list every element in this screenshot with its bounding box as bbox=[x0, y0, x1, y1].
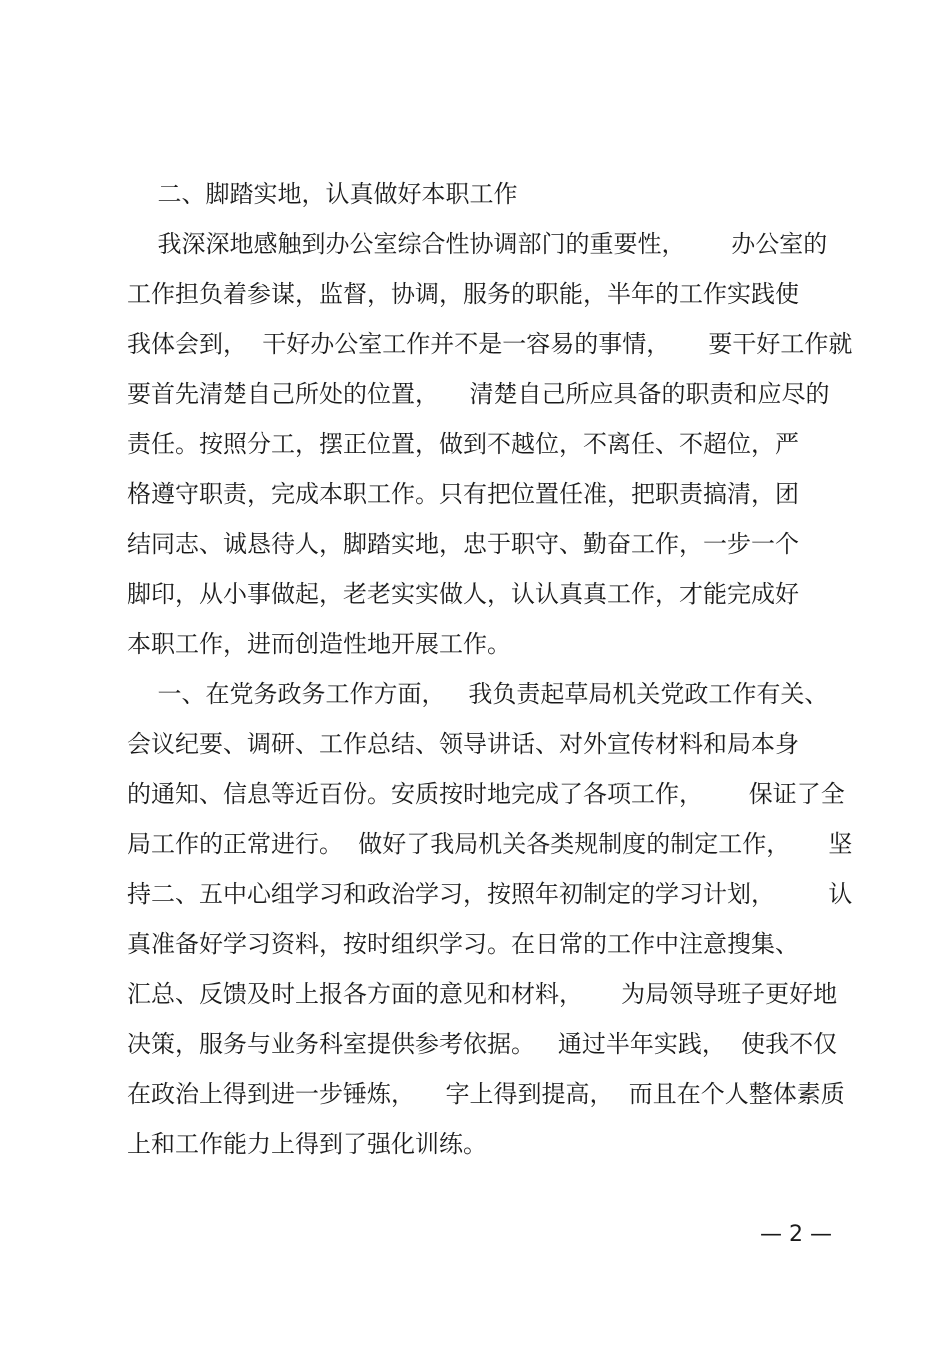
paragraph-line: 工作担负着参谋，监督，协调，服务的职能，半年的工作实践使 bbox=[127, 280, 799, 308]
paragraph-line: 我深深地感触到办公室综合性协调部门的重要性， 办公室的 bbox=[127, 230, 828, 258]
paragraph-line: 在政治上得到进一步锤炼， 字上得到提高， 而且在个人整体素质 bbox=[127, 1080, 845, 1108]
paragraph-line: 的通知、信息等近百份。安质按时地完成了各项工作， 保证了全 bbox=[127, 780, 845, 808]
page-number: — 2 — bbox=[760, 1222, 832, 1247]
paragraph-line: 局工作的正常进行。 做好了我局机关各类规制度的制定工作， 坚 bbox=[127, 830, 853, 858]
paragraph-line: 汇总、反馈及时上报各方面的意见和材料， 为局领导班子更好地 bbox=[127, 980, 838, 1008]
paragraph-line: 格遵守职责，完成本职工作。只有把位置任准，把职责搞清，团 bbox=[127, 480, 799, 508]
paragraph-line: 持二、五中心组学习和政治学习，按照年初制定的学习计划， 认 bbox=[127, 880, 853, 908]
section-heading: 二、脚踏实地，认真做好本职工作 bbox=[127, 180, 518, 208]
paragraph-line: 脚印，从小事做起，老老实实做人，认认真真工作，才能完成好 bbox=[127, 580, 799, 608]
paragraph-line: 要首先清楚自己所处的位置， 清楚自己所应具备的职责和应尽的 bbox=[127, 380, 830, 408]
paragraph-line: 上和工作能力上得到了强化训练。 bbox=[127, 1130, 487, 1158]
paragraph-line: 会议纪要、调研、工作总结、领导讲话、对外宣传材料和局本身 bbox=[127, 730, 799, 758]
paragraph-line: 我体会到， 干好办公室工作并不是一容易的事情， 要干好工作就 bbox=[127, 330, 853, 358]
paragraph-line: 一、在党务政务工作方面， 我负责起草局机关党政工作有关、 bbox=[127, 680, 829, 708]
paragraph-line: 决策，服务与业务科室提供参考依据。 通过半年实践， 使我不仅 bbox=[127, 1030, 838, 1058]
paragraph-line: 真准备好学习资料，按时组织学习。在日常的工作中注意搜集、 bbox=[127, 930, 799, 958]
paragraph-line: 结同志、诚恳待人，脚踏实地，忠于职守、勤奋工作，一步一个 bbox=[127, 530, 799, 558]
paragraph-line: 本职工作，进而创造性地开展工作。 bbox=[127, 630, 511, 658]
paragraph-line: 责任。按照分工，摆正位置，做到不越位，不离任、不超位，严 bbox=[127, 430, 799, 458]
